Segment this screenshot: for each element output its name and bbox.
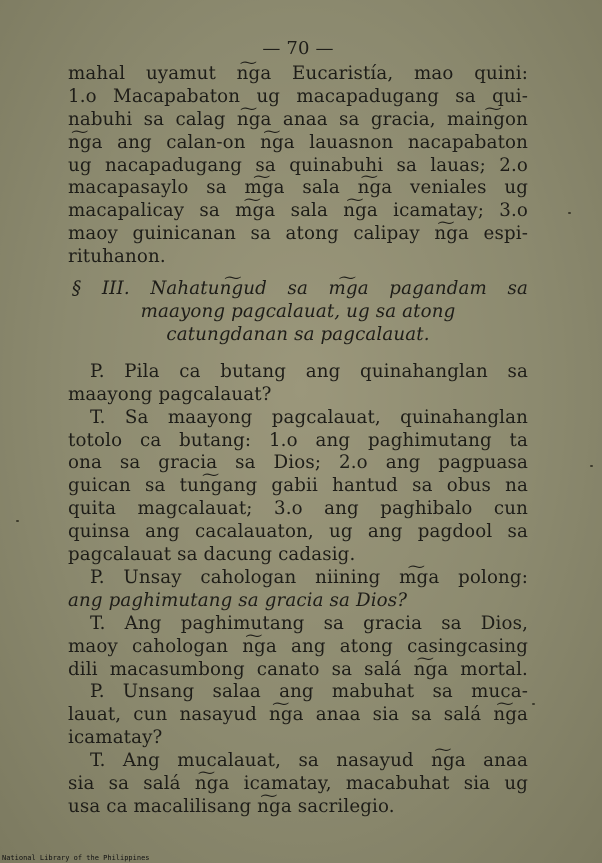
answer-line: totolo ca butang: 1.o ang paghimutang ta — [68, 429, 528, 451]
qa-section — [68, 361, 528, 819]
heading-line: maayong pagcalauat, ug sa atong — [140, 300, 456, 322]
answer-line: pagcalauat sa dacung cadasig. — [68, 544, 356, 566]
answer-line: quita magcalauat; 3.o ang paghibalo cun — [68, 498, 528, 520]
answer-line: quinsa ang cacalauaton, ug ang pagdool sa — [68, 521, 528, 543]
text-line: rituhanon. — [68, 246, 166, 268]
answer-line: usa ca macalilisang n͠ga sacrilegio. — [68, 796, 395, 817]
paper-speck — [568, 212, 571, 214]
question-line: lauat, cun nasayud n͠ga anaa sia sa salá n͠ga — [68, 704, 528, 726]
paper-speck — [532, 703, 535, 705]
question-line: maayong pagcalauat? — [68, 383, 272, 405]
answer-line: T. Ang mucalauat, sa nasayud n͠ga anaa — [90, 750, 528, 772]
answer-line: ona sa gracia sa Dios; 2.o ang pagpuasa — [68, 452, 528, 474]
question-line: ang paghimutang sa gracia sa Dios? — [68, 589, 408, 611]
paragraph-eucharist-effects — [68, 63, 528, 269]
question-line: P. Unsang salaa ang mabuhat sa muca- — [90, 681, 528, 703]
answer-line: sia sa salá n͠ga icamatay, macabuhat sia ug — [68, 773, 528, 795]
text-line: maoy guinicanan sa atong calipay n͠ga espi- — [68, 223, 528, 245]
text-line: macapalicay sa m͠ga sala n͠ga icamatay; 3.o — [68, 200, 528, 222]
text-line: mahal uyamut n͠ga Eucaristía, mao quini: — [68, 62, 528, 84]
heading-line: catungdanan sa pagcalauat. — [166, 323, 430, 345]
heading-line: § III. Nahatun͠gud sa m͠ga pagandam sa — [72, 278, 528, 300]
text-line: nabuhi sa calag n͠ga anaa sa gracia, main͠gon — [68, 108, 528, 130]
answer-line: T. Ang paghimutang sa gracia sa Dios, — [90, 612, 528, 634]
paper-speck — [16, 520, 19, 522]
page-number: — 70 — — [262, 38, 334, 59]
answer-line: guican sa tun͠gang gabii hantud sa obus na — [68, 475, 528, 497]
section-heading — [68, 278, 528, 347]
text-line: macapasaylo sa m͠ga sala n͠ga veniales ug — [68, 177, 528, 199]
text-line: ug nacapadugang sa quinabuhi sa lauas; 2.o — [68, 154, 528, 176]
text-line: n͠ga ang calan-on n͠ga lauasnon nacapabaton — [68, 131, 528, 153]
question-line: icamatay? — [68, 727, 163, 749]
answer-line: dili macasumbong canato sa salá n͠ga mortal. — [68, 658, 528, 680]
page-text — [68, 38, 528, 819]
library-watermark: National Library of the Philippines — [2, 854, 150, 862]
answer-line: T. Sa maayong pagcalauat, quinahanglan — [90, 406, 528, 428]
question-line: P. Pila ca butang ang quinahanglan sa — [90, 360, 528, 382]
question-line: P. Unsay cahologan niining m͠ga polong: — [90, 566, 528, 588]
answer-line: maoy cahologan n͠ga ang atong casingcasing — [68, 635, 528, 657]
text-line: 1.o Macapabaton ug macapadugang sa qui- — [68, 85, 528, 107]
paper-speck — [590, 465, 593, 467]
